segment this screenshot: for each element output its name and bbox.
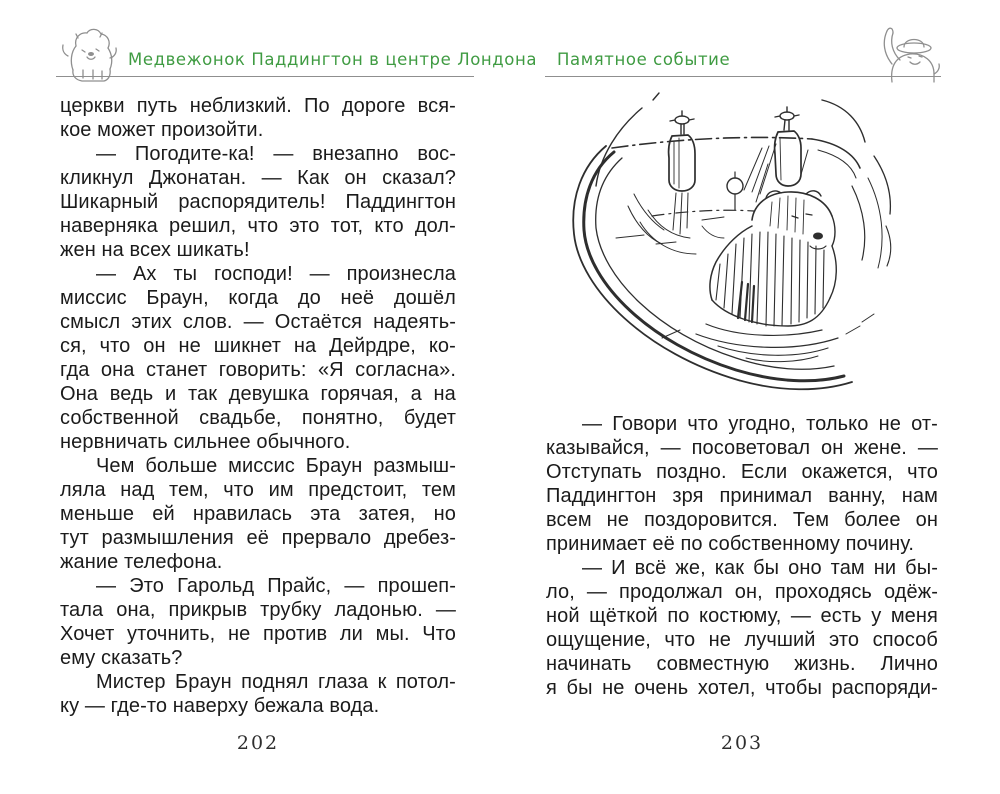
page-number-left: 202	[236, 732, 280, 754]
text-line: казывайся, — посоветовал он жене. —	[546, 437, 938, 459]
text-line: — Это Гарольд Прайс, — прошеп-	[96, 575, 456, 597]
running-head-right: Памятное событие	[557, 50, 731, 69]
text-line: жен на всех шикать!	[60, 239, 250, 261]
text-line: тала она, прикрыв трубку ладонью. —	[60, 599, 456, 621]
text-line: ной щёткой по костюму, — есть у меня	[546, 605, 938, 627]
left-page-text	[60, 94, 456, 718]
text-line: меньше ей нравилась эта затея, но	[60, 503, 456, 525]
text-line: ло, — продолжал он, проходясь одёж-	[546, 581, 938, 603]
text-line: — Говори что угодно, только не от-	[582, 413, 938, 435]
right-page-text	[546, 412, 938, 700]
text-line: — И всё же, как бы оно там ни бы-	[582, 557, 938, 579]
text-line: ся, что он не шикнет на Дейрдре, ко-	[60, 335, 456, 357]
text-line: церкви путь неблизкий. По дороге вся-	[60, 95, 456, 117]
text-line: Она ведь и так девушка горячая, а на	[60, 383, 456, 405]
page-number-right: 203	[720, 732, 764, 754]
text-line: Чем больше миссис Браун размыш-	[96, 455, 456, 477]
text-line: — Ах ты господи! — произнесла	[96, 263, 456, 285]
bear-in-hat-waving-icon	[876, 24, 948, 86]
text-line: Паддингтон зря принимал ванну, нам	[546, 485, 938, 507]
text-line: Мистер Браун поднял глаза к потол-	[96, 671, 456, 693]
text-line: Хочет уточнить, не против ли мы. Что	[60, 623, 456, 645]
text-line: начинать совместную жизнь. Лично	[546, 653, 938, 675]
text-line: собственной свадьбе, понятно, будет	[60, 407, 456, 429]
text-line: миссис Браун, когда до неё дошёл	[60, 287, 456, 309]
text-line: ему сказать?	[60, 647, 183, 669]
text-line: — Погодите-ка! — внезапно вос-	[96, 143, 456, 165]
text-line: ку — где-то наверху бежала вода.	[60, 695, 380, 717]
text-line: я бы не очень хотел, чтобы распоряди-	[546, 677, 938, 699]
text-line: кликнул Джонатан. — Как он сказал?	[60, 167, 456, 189]
text-line: принимает её по собственному почину.	[546, 533, 915, 555]
text-line: нервничать сильнее обычного.	[60, 431, 351, 453]
text-line: гда она станет говорить: «Я согласна».	[60, 359, 456, 381]
text-line: наверняка решил, что это тот, кто дол-	[60, 215, 456, 237]
text-line: ощущение, что не лучший это способ	[546, 629, 938, 651]
bathtub-illustration	[556, 86, 980, 402]
text-line: всем не поздоровится. Тем более он	[546, 509, 938, 531]
text-line: кое может произойти.	[60, 119, 264, 141]
text-line: смысл этих слов. — Остаётся надеять-	[60, 311, 456, 333]
text-line: тут размышления её прервало дребез-	[60, 527, 456, 549]
text-line: жание телефона.	[60, 551, 223, 573]
text-line: ляла над тем, что им предстоит, тем	[60, 479, 456, 501]
header-rule-left	[56, 76, 474, 77]
running-head-left: Медвежонок Паддингтон в центре Лондона	[128, 50, 538, 69]
text-line: Отступать поздно. Если окажется, что	[546, 461, 938, 483]
text-line: Шикарный распорядитель! Паддингтон	[60, 191, 456, 213]
